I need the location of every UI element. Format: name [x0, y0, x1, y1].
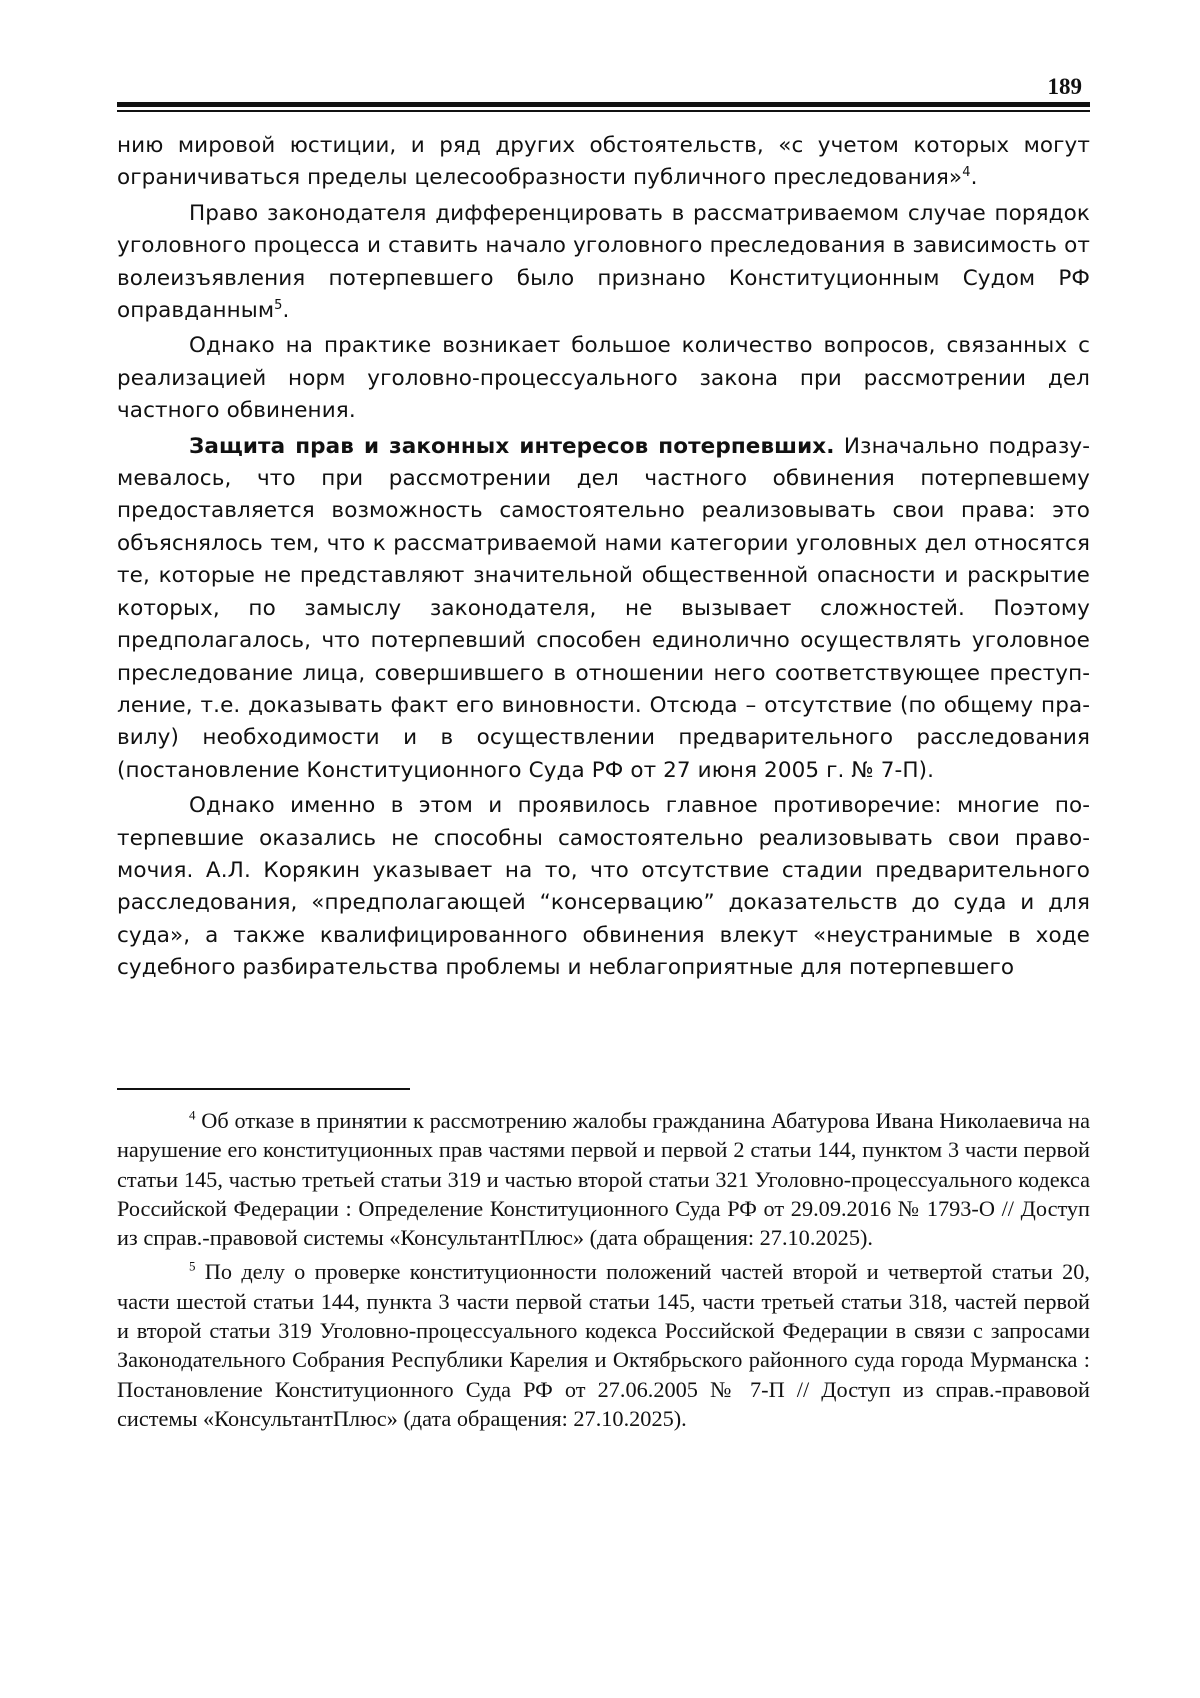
- footnote-number: 4: [189, 1107, 196, 1123]
- paragraph-1: нию мировой юстиции, и ряд других обстоятельств, «с учетом которых могут ограничиваться пределы целесообразности публичного преследования»$^4$.: [117, 133, 1090, 191]
- paragraph-3: Однако на практике возникает большое количество вопросов, связанных с реализацией норм уголовно-процессуального закона при рассмотрении дел частного обвинения.: [117, 333, 1090, 424]
- footnote-number: 5: [189, 1259, 196, 1275]
- footnote-ref-5: 5: [274, 297, 283, 313]
- footnote-4: $^4$ Об отказе в принятии к рассмотрению жалобы гражданина Абатурова Ивана Николаевича на нарушение его конституционных прав частями первой и первой 2 статьи 144, пунктом 3 части первой статьи 145, частью третьей статьи 319 и частью второй статьи 321 Уголовно-процессуального кодекса Российской Федерации : Определение Конституционного Суда РФ от 29.09.2016 № 1793-О // Доступ из справ.-правовой системы «КонсультантПлюс» (дата обращения: 27.10.2025).: [117, 1107, 1090, 1251]
- paragraph-4: Защита прав и законных интересов потерпевших. Изначально подразумевалось, что при рассмотрении дел частного обвинения потерпевшему предоставляется возможность самостоятельно реализовывать свои права: это объяснялось тем, что к рассматриваемой нами категории уголовных дел относятся те, которые не представляют значительной общественной опасности и раскрытие которых, по замыслу законодателя, не вызывает сложностей. Поэтому предполагалось, что потерпевший способен единолично осуществлять уголовное преследование лица, совершившего в отношении него соответствующее преступление, т.е. доказывать факт его виновности. Отсюда – отсутствие (по общему правилу) необходимости и в осуществлении предварительного расследования (постановление Конституционного Суда РФ от 27 июня 2005 г. № 7-П).: [117, 433, 1090, 783]
- footnote-separator: [117, 1088, 410, 1090]
- header-rule-thin: [117, 110, 1090, 112]
- footnote-5: $^5$ По делу о проверке конституционности положений частей второй и четвертой статьи 20, части шестой статьи 144, пункта 3 части первой статьи 145, части третьей статьи 318, частей первой и второй статьи 319 Уголовно-процессуального кодекса Российской Федерации в связи с запросами Законодательного Собрания Республики Карелия и Октябрьского районного суда города Мурманска : Постановление Конституционного Суда РФ от 27.06.2005 № 7-П // Доступ из справ.-правовой системы «КонсультантПлюс» (дата обращения: 27.10.2025).: [117, 1259, 1090, 1431]
- page-number: 189: [1047, 74, 1082, 99]
- main-text: [117, 130, 1090, 988]
- section-lead-heading: Защита прав и законных интересов потерпевших.: [189, 433, 835, 459]
- paragraph-5: Однако именно в этом и проявилось главное противоречие: многие потерпевшие оказались не способны самостоятельно реализовывать свои правомочия. А.Л. Корякин указывает на то, что отсутствие стадии предварительного расследования, «предполагающей “консервацию” доказательств до суда и для суда», а также квалифицированного обвинения влекут «неустранимые в ходе судебного разбирательства проблемы и неблагоприятные для потерпевшего: [117, 793, 1090, 981]
- paragraph-2: Право законодателя дифференцировать в рассматриваемом случае порядок уголовного процесса и ставить начало уголовного преследования в зависимость от волеизъявления потерпевшего было признано Конституционным Судом РФ оправданным$^5$.: [117, 200, 1090, 324]
- header-rule-thick: [117, 102, 1090, 107]
- footnotes: [117, 1106, 1090, 1438]
- footnote-ref-4: 4: [962, 165, 971, 181]
